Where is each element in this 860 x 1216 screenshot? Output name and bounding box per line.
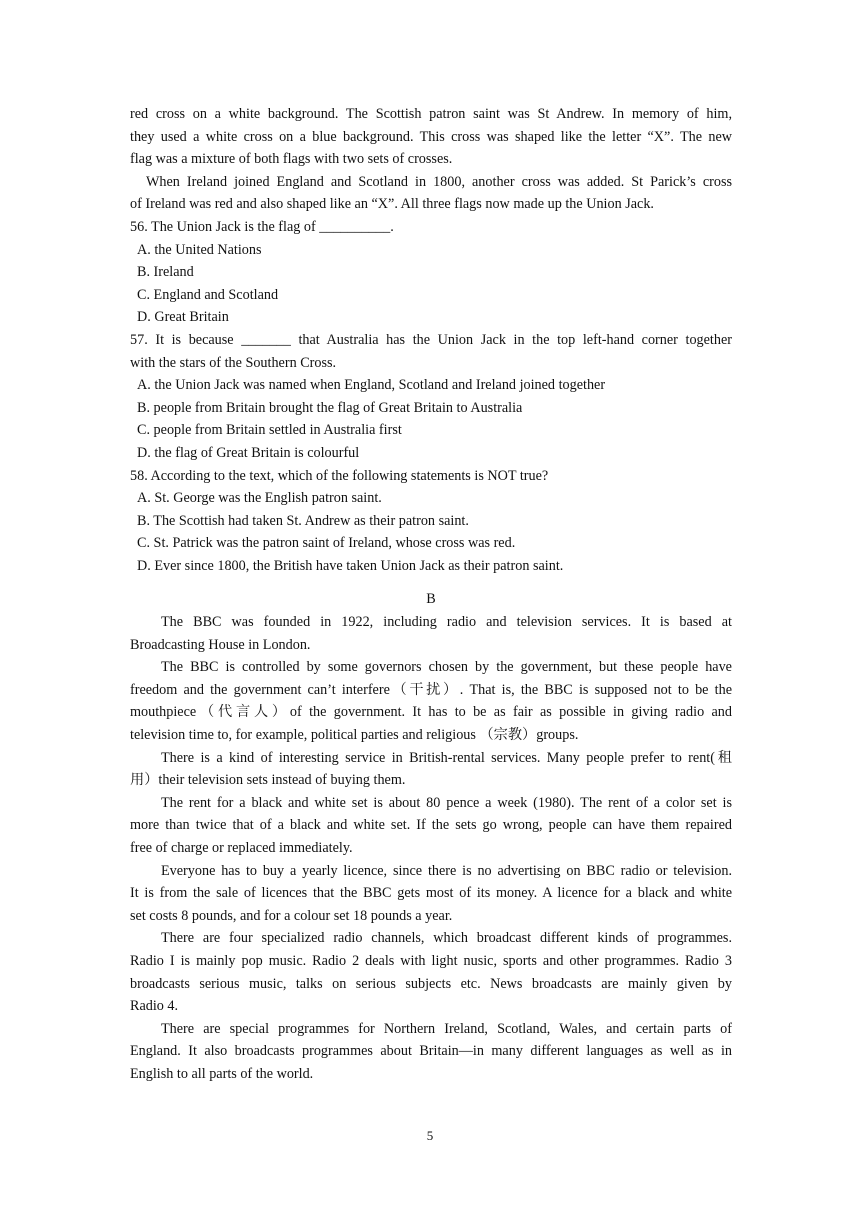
question-56 [130,216,732,329]
text-line: There is a kind of interesting service in British-rental services. Many people prefer to rent(租 [161,749,732,766]
paragraph [130,927,732,1017]
paragraph [130,1018,732,1086]
question-stem: 57. It is because _______ that Australia has the Union Jack in the top left-hand corner together [130,331,732,348]
option-a: A. the United Nations [137,241,262,258]
text-line: more than twice that of a black and white set. If the sets go wrong, people can have them repaired [130,817,732,834]
option-b: B. people from Britain brought the flag of Great Britain to Australia [137,399,523,416]
option-c: C. people from Britain settled in Australia first [137,422,402,439]
text-line: Everyone has to buy a yearly licence, since there is no advertising on BBC radio or television. [161,862,732,879]
text-line: of Ireland was red and also shaped like an “X”. All three flags now made up the Union Jack. [130,196,654,213]
option-d: D. the flag of Great Britain is colourful [137,444,360,461]
text-line: red cross on a white background. The Scottish patron saint was St Andrew. In memory of him, [130,106,732,122]
question-stem: 56. The Union Jack is the flag of __________. [130,218,394,235]
question-stem: with the stars of the Southern Cross. [130,354,337,371]
option-d: D. Ever since 1800, the British have taken Union Jack as their patron saint. [137,557,564,574]
text-line: Broadcasting House in London. [130,636,311,653]
paragraph [130,860,732,928]
question-stem: 58. According to the text, which of the following statements is NOT true? [130,467,549,484]
paragraph [130,611,732,656]
text-line: Radio 4. [130,998,179,1015]
text-line: free of charge or replaced immediately. [130,840,353,856]
option-b: B. The Scottish had taken St. Andrew as their patron saint. [137,512,469,529]
text-line: Radio I is mainly pop music. Radio 2 deals with light nusic, sports and other programmes. Radio 3 [130,952,732,969]
spacer [130,577,732,588]
text-line: set costs 8 pounds, and for a colour set 18 pounds a year. [130,907,453,924]
question-57 [130,329,732,465]
option-c: C. St. Patrick was the patron saint of Ireland, whose cross was red. [137,535,516,552]
section-b-body [130,611,732,1085]
text-line: they used a white cross on a blue background. This cross was shaped like the letter “X”. The new [130,128,732,145]
text-line: When Ireland joined England and Scotland in 1800, another cross was added. St Parick’s cross [146,173,732,190]
text-line: broadcasts serious music, talks on serious subjects etc. News broadcasts are mainly given by [130,975,732,992]
text-line: There are special programmes for Northern Ireland, Scotland, Wales, and certain parts of [161,1020,732,1037]
paragraph [130,747,732,792]
section-heading: B [426,591,436,608]
page-number: 5 [426,1128,434,1143]
option-c: C. England and Scotland [137,286,279,303]
paragraph [130,656,732,746]
text-line: freedom and the government can’t interfere（干扰）. That is, the BBC is supposed not to be the [130,681,732,698]
text-line: English to all parts of the world. [130,1065,314,1082]
text-line: flag was a mixture of both flags with two sets of crosses. [130,151,453,168]
option-a: A. the Union Jack was named when England, Scotland and Ireland joined together [137,377,606,394]
text-line: There are four specialized radio channels, which broadcast different kinds of programmes. [161,930,732,947]
text-line: The BBC was founded in 1922, including radio and television services. It is based at [161,614,732,631]
option-a: A. St. George was the English patron saint. [137,490,382,507]
option-d: D. Great Britain [137,309,229,326]
passage-a-tail [130,103,732,216]
text-line: The rent for a black and white set is about 80 pence a week (1980). The rent of a color set is [161,794,732,811]
text-line: 用）their television sets instead of buying them. [130,772,406,789]
text-line: England. It also broadcasts programmes about Britain—in many different languages as well as in [130,1043,732,1060]
text-line: mouthpiece（代言人）of the government. It has to be as fair as possible in giving radio and [130,704,732,721]
text-line: It is from the sale of licences that the BBC gets most of its money. A licence for a black and white [130,885,732,902]
option-b: B. Ireland [137,264,194,281]
page-content [130,103,732,1086]
text-line: The BBC is controlled by some governors chosen by the government, but these people have [161,659,732,676]
question-58 [130,465,732,578]
paragraph [130,792,732,860]
text-line: television time to, for example, political parties and religious （宗教）groups. [130,727,579,744]
